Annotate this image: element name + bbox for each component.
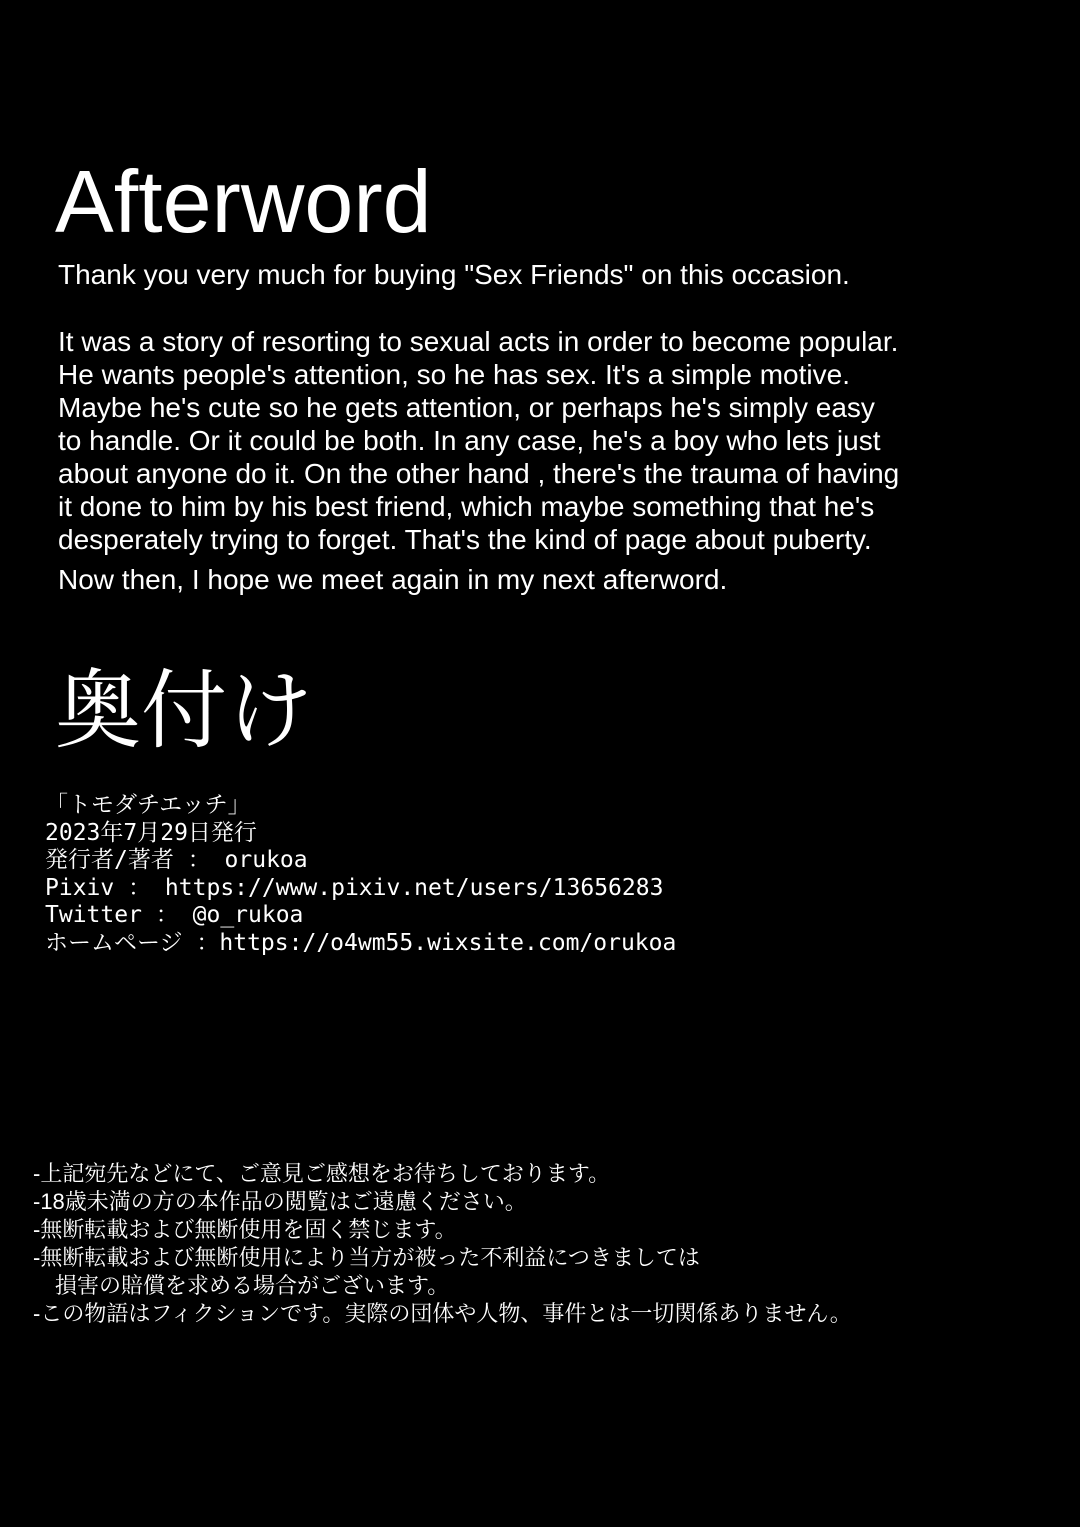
body-line: about anyone do it. On the other hand , there's the trauma of having (58, 458, 900, 489)
notice-line: -無断転載および無断使用により当方が被った不利益につきましては (33, 1245, 700, 1270)
colophon-homepage-url: ホームページ ：https://o4wm55.wixsite.com/orukoa (45, 929, 677, 956)
notices-block (33, 1160, 852, 1328)
body-line: He wants people's attention, so he has sex. It's a simple motive. (58, 359, 850, 390)
colophon-title: 奥付け (55, 661, 313, 761)
notice-line: -この物語はフィクションです。実際の団体や人物、事件とは一切関係ありません。 (33, 1301, 852, 1326)
closing-line: Now then, I hope we meet again in my next afterword. (58, 564, 728, 595)
colophon-block (45, 792, 676, 957)
colophon-book-title: 「トモダチエッチ」 (45, 792, 251, 818)
page-title: Afterword (55, 152, 432, 251)
body-line: Maybe he's cute so he gets attention, or perhaps he's simply easy (58, 392, 875, 423)
colophon-pixiv-url: Pixiv ： https://www.pixiv.net/users/13656283 (45, 874, 664, 901)
body-line: desperately trying to forget. That's the kind of page about puberty. (58, 524, 872, 555)
body-line: to handle. Or it could be both. In any case, he's a boy who lets just (58, 425, 881, 456)
intro-line: Thank you very much for buying "Sex Friends" on this occasion. (58, 259, 850, 290)
colophon-publish-date: 2023年7月29日発行 (45, 819, 257, 846)
notice-line: -無断転載および無断使用を固く禁じます。 (33, 1217, 457, 1242)
colophon-twitter-handle: Twitter ： @o_rukoa (45, 902, 304, 928)
afterword-body (58, 325, 899, 556)
notice-line: -18歳未満の方の本作品の閲覧はご遠慮ください。 (33, 1189, 527, 1214)
notice-line: 損害の賠償を求める場合がございます。 (33, 1273, 450, 1298)
body-line: It was a story of resorting to sexual acts in order to become popular. (58, 326, 899, 357)
notice-line: -上記宛先などにて、ご意見ご感想をお待ちしております。 (33, 1161, 611, 1186)
body-line: it done to him by his best friend, which maybe something that he's (58, 491, 875, 522)
colophon-author: 発行者/著者 ： orukoa (45, 847, 308, 873)
